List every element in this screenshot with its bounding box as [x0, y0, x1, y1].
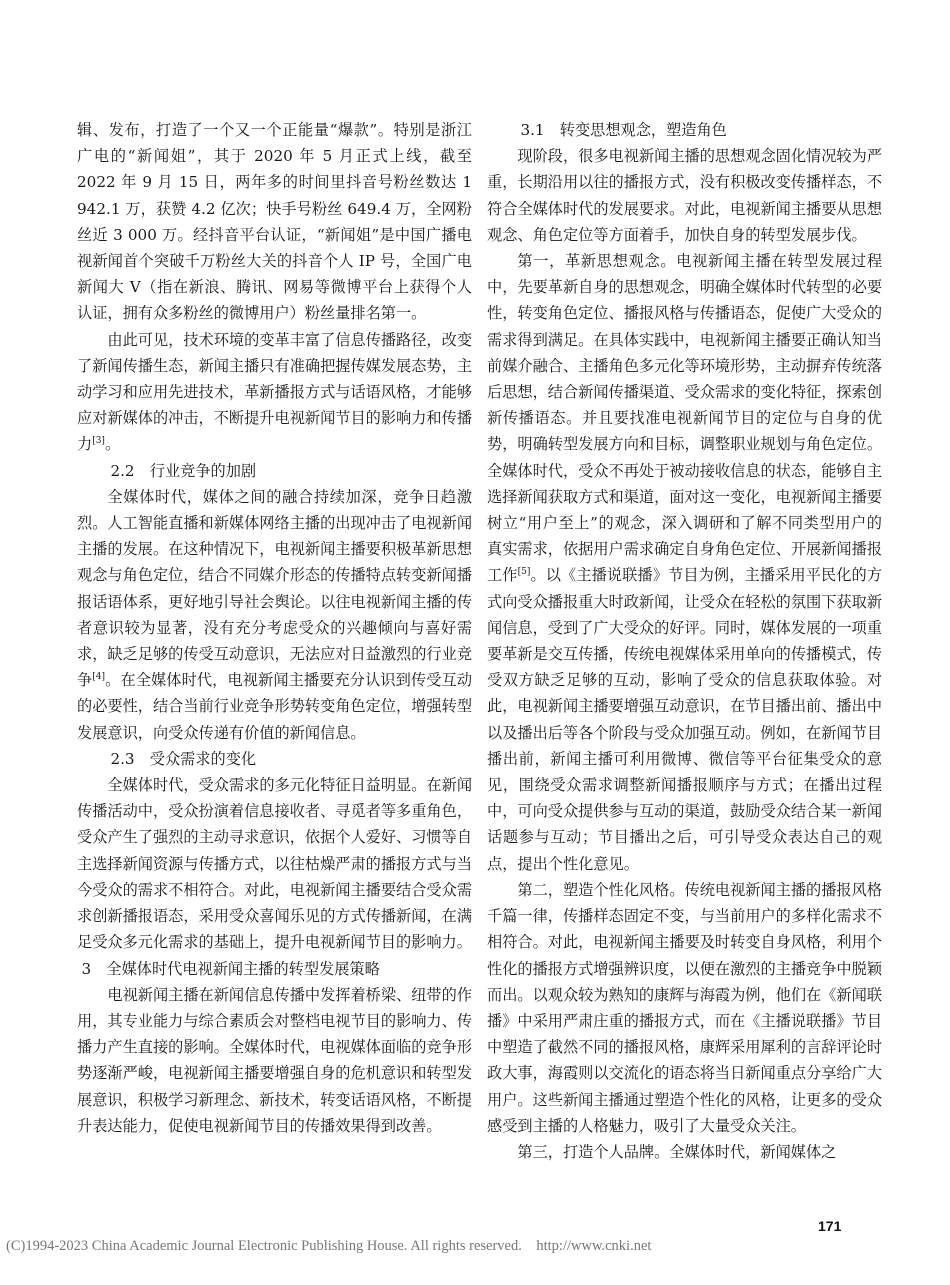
paragraph: 由此可见，技术环境的变革丰富了信息传播路径，改变了新闻传播生态，新闻主播只有准确把握传媒发展态势，主动学习和应用先进技术，革新播报方式与话语风格，才能够应对新媒体的冲击，不断提升电视新闻节目的影响力和传播力[3]。	[77, 330, 472, 454]
citation-ref: [4]	[92, 672, 106, 683]
copyright-text: (C)1994-2023 China Academic Journal Electronic Publishing House. All rights reserved.	[6, 1238, 522, 1254]
paragraph: 辑、发布，打造了一个又一个正能量“爆款”。特别是浙江广电的“新闻姐”，其于 2020 年 5 月正式上线，截至 2022 年 9 月 15 日，两年多的时间里抖音号粉丝数达 1 942.1 万，获赞 4.2 亿次；快手号粉丝 649.4 万，全网粉丝近 3 000 万。经抖音平台认证，“新闻姐”是中国广播电视新闻首个突破千万粉丝大关的抖音个人 IP 号，全国广电新闻大 V（指在新浪、腾讯、网易等微博平台上获得个人认证，拥有众多粉丝的微博用户）粉丝量排名第一。	[77, 121, 472, 323]
page-number: 171	[818, 1218, 842, 1234]
section-heading-2-2: 2.2 行业竞争的加剧	[110, 461, 257, 480]
section-heading-2-3: 2.3 受众需求的变化	[110, 749, 257, 768]
section-heading-3: 3 全媒体时代电视新闻主播的转型发展策略	[81, 959, 380, 978]
paragraph: 第三，打造个人品牌。全媒体时代，新闻媒体之	[517, 1142, 837, 1161]
paragraph: 电视新闻主播在新闻信息传播中发挥着桥梁、纽带的作用，其专业能力与综合素质会对整档电视节目的影响力、传播力产生直接的影响。全媒体时代，电视媒体面临的竞争形势逐渐严峻，电视新闻主播要增强自身的危机意识和转型发展意识，积极学习新理念、新技术，转变话语风格，不断提升表达能力，促使电视新闻节目的传播效果得到改善。	[77, 985, 472, 1135]
footer-url[interactable]: http://www.cnki.net	[536, 1238, 652, 1254]
paragraph: 全媒体时代，受众需求的多元化特征日益明显。在新闻传播活动中，受众扮演着信息接收者、寻觅者等多重角色，受众产生了强烈的主动寻求意识，依据个人爱好、习惯等自主选择新闻资源与传播方式，以往枯燥严肃的播报方式与当今受众的需求不相符合。对此，电视新闻主播要结合受众需求创新播报语态，采用受众喜闻乐见的方式传播新闻，在满足受众多元化需求的基础上，提升电视新闻节目的影响力。	[77, 776, 472, 952]
copyright-footer	[6, 1238, 651, 1255]
paragraph: 现阶段，很多电视新闻主播的思想观念固化情况较为严重，长期沿用以往的播报方式，没有积极改变传播样态，不符合全媒体时代的发展要求。对此，电视新闻主播要从思想观念、角色定位等方面着手，加快自身的转型发展步伐。	[487, 147, 882, 244]
citation-ref: [5]	[517, 567, 531, 578]
paragraph: 全媒体时代，媒体之间的融合持续加深，竞争日趋激烈。人工智能直播和新媒体网络主播的出现冲击了电视新闻主播的发展。在这种情况下，电视新闻主播要积极革新思想观念与角色定位，结合不同媒介形态的传播特点转变新闻播报话语体系，更好地引导社会舆论。以往电视新闻主播的传者意识较为显著，没有充分考虑受众的兴趣倾向与喜好需求，缺乏足够的传受互动意识，无法应对日益激烈的行业竞争[4]。在全媒体时代，电视新闻主播要充分认识到传受互动的必要性，结合当前行业竞争形势转变角色定位，增强转型发展意识，向受众传递有价值的新闻信息。	[77, 487, 473, 742]
section-heading-3-1: 3.1 转变思想观念，塑造角色	[520, 121, 727, 139]
paragraph: 第二，塑造个性化风格。传统电视新闻主播的播报风格千篇一律，传播样态固定不变，与当前用户的多样化需求不相符合。对此，电视新闻主播要及时转变自身风格，利用个性化的播报方式增强辨识度，以便在激烈的主播竞争中脱颖而出。以观众较为熟知的康辉与海霞为例，他们在《新闻联播》中采用严肃庄重的播报方式，而在《主播说联播》节目中塑造了截然不同的播报风格，康辉采用犀利的言辞评论时政大事，海霞则以交流化的语态将当日新闻重点分享给广大用户。这些新闻主播通过塑造个性化的风格，让更多的受众感受到主播的人格魅力，吸引了大量受众关注。	[487, 880, 882, 1135]
citation-ref: [3]	[92, 436, 105, 447]
paragraph: 第一，革新思想观念。电视新闻主播在转型发展过程中，先要革新自身的思想观念，明确全媒体时代转型的必要性，转变角色定位、播报风格与传播语态，促使广大受众的需求得到满足。在具体实践中，电视新闻主播要正确认知当前媒介融合、主播角色多元化等环境形势，主动摒弃传统落后思想，结合新闻传播渠道、受众需求的变化特征，探索创新传播语态。并且要找准电视新闻节目的定位与自身的优势，明确转型发展方向和目标，调整职业规划与角色定位。全媒体时代，受众不再处于被动接收信息的状态，能够自主选择新闻获取方式和渠道，面对这一变化，电视新闻主播要树立“用户至上”的观念，深入调研和了解不同类型用户的真实需求，依据用户需求确定自身角色定位、开展新闻播报工作[5]。以《主播说联播》节目为例，主播采用平民化的方式向受众播报重大时政新闻，让受众在轻松的氛围下获取新闻信息，受到了广大受众的好评。同时，媒体发展的一项重要革新是交互传播，传统电视媒体采用单向的传播模式，传受双方缺乏足够的互动，影响了受众的信息获取体验。对此，电视新闻主播要增强互动意识，在节目播出前、播出中以及播出后等各个阶段与受众加强互动。例如，在新闻节目播出前，新闻主播可利用微博、微信等平台征集受众的意见，围绕受众需求调整新闻播报顺序与方式；在播出过程中，可向受众提供参与互动的渠道，鼓励受众结合某一新闻话题参与互动；节目播出之后，可引导受众表达自己的观点，提出个性化意见。	[487, 252, 883, 873]
left-column	[77, 117, 472, 1139]
right-column	[487, 117, 882, 1165]
